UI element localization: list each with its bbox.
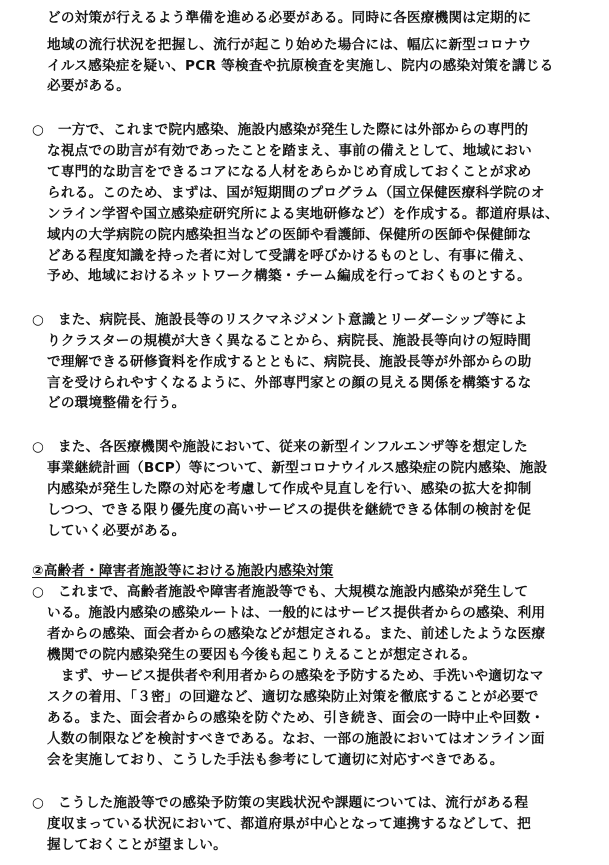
text-line: 予め、地域におけるネットワーク構築・チーム編成を行っておくものとする。 [47,268,531,284]
text-line: 必要がある。 [47,78,131,94]
text-line: 内感染が発生した際の対応を考慮して作成や見直しを行い、感染の拡大を抑制 [47,481,532,497]
text-line: どの環境整備を行う。 [47,395,186,411]
text-line: 機関での院内感染発生の要因も今後も起こりえることが想定される。 [47,647,477,663]
text-line: 会を実施しており、こうした手法も参考にして適切に対応すべきである。 [47,752,504,768]
text-line: いる。施設内感染の感染ルートは、一般的にはサービス提供者からの感染、利用 [47,605,546,621]
text-line: な視点での助言が有効であったことを踏まえ、事前の備えとして、地域におい [47,143,532,159]
text-line: りクラスターの規模が大きく異なることから、病院長、施設長等向けの短時間 [47,333,532,349]
text-line: していく必要がある。 [47,523,186,539]
text-line: どの対策が行えるよう準備を進める必要がある。同時に各医療機関は定期的に [47,10,532,26]
text-line: て専門的な助言をできるコアになる人材をあらかじめ育成しておくことが求め [47,164,532,180]
text-line: イルス感染症を疑い、PCR 等検査や抗原検査を実施し、院内の感染対策を講じる [47,58,554,74]
text-line: 事業継続計画（BCP）等について、新型コロナウイルス感染症の院内感染、施設 [47,460,548,476]
text-line: ○ また、病院長、施設長等のリスクマネジメント意識とリーダーシップ等によ [32,312,528,328]
text-line: ○ また、各医療機関や施設において、従来の新型インフルエンザ等を想定した [32,439,528,455]
text-line: 人数の制限などを検討すべきである。なお、一部の施設においてはオンライン面 [47,731,545,747]
text-line: 地域の流行状況を把握し、流行が起こり始めた場合には、幅広に新型コロナウ [47,37,532,53]
section-heading: ②高齢者・障害者施設等における施設内感染対策 [32,563,334,579]
text-line: 域内の大学病院の院内感染担当などの医師や看護師、保健所の医師や保健師な [47,227,532,243]
text-line: まず、サービス提供者や利用者からの感染を予防するため、手洗いや適切なマ [47,668,544,684]
text-line: 度収まっている状況において、都道府県が中心となって連携するなどして、把 [47,816,531,832]
text-line: で理解できる研修資料を作成するとともに、病院長、施設長等が外部からの助 [47,354,532,370]
text-line: ○ こうした施設等での感染予防策の実践状況や課題については、流行がある程 [32,795,529,811]
text-line: ンライン学習や国立感染症研究所による実地研修など）を作成する。都道府県は、 [47,206,559,222]
text-line: スクの着用、「３密」の回避など、適切な感染防止対策を徹底することが必要で [47,689,539,705]
text-line: しつつ、できる限り優先度の高いサービスの提供を継続できる体制の検討を促 [47,502,531,518]
text-line: ○ これまで、高齢者施設や障害者施設等でも、大規模な施設内感染が発生して [32,584,529,600]
text-line: 握しておくことが望ましい。 [47,837,227,853]
text-line: ある。また、面会者からの感染を防ぐため、引き続き、面会の一時中止や回数・ [47,710,545,726]
text-line: ○ 一方で、これまで院内感染、施設内感染が発生した際には外部からの専門的 [32,122,529,138]
text-line: 言を受けられやすくなるように、外部専門家との顔の見える関係を構築するな [47,375,532,391]
text-line: られる。このため、まずは、国が短期間のプログラム（国立保健医療科学院のオ [47,185,545,201]
text-line: 者からの感染、面会者からの感染などが想定される。また、前述したような医療 [47,626,546,642]
text-line: どある程度知識を持った者に対して受講を呼びかけるものとし、有事に備え、 [47,248,533,264]
